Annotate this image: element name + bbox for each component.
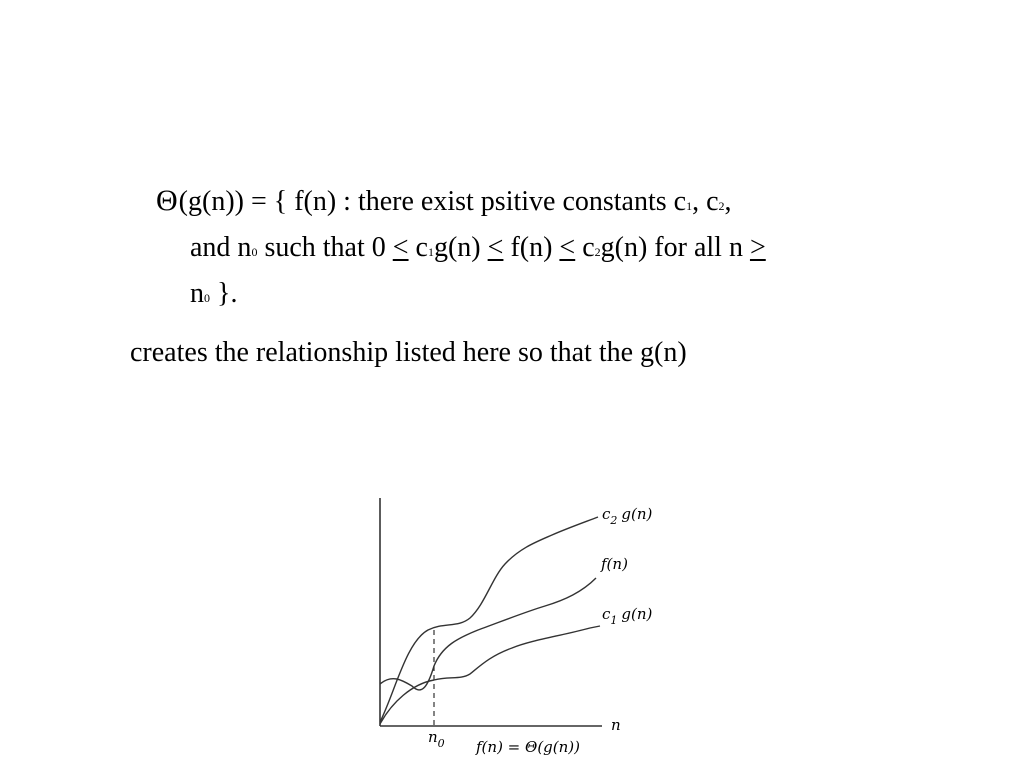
definition-line-1	[156, 180, 916, 227]
definition-text: ,	[724, 186, 732, 217]
definition-text: and n	[190, 232, 252, 263]
theta-graph	[340, 480, 700, 768]
definition-text: such that 0	[257, 232, 393, 263]
definition-text: }.	[210, 278, 238, 309]
figure-caption: f(n) = Θ(g(n))	[476, 738, 580, 756]
theta-definition	[156, 180, 916, 319]
greater-or-equal-symbol: >	[749, 232, 766, 263]
subscript: 0	[204, 291, 210, 305]
subscript: 2	[718, 199, 725, 213]
less-or-equal-symbol: <	[559, 232, 576, 263]
theta-symbol: Θ	[156, 184, 178, 217]
less-or-equal-symbol: <	[392, 232, 409, 263]
definition-text: (g(n)) = { f(n) : there exist psitive constants c	[178, 186, 687, 217]
lower-bound-curve	[380, 626, 600, 724]
definition-text: n	[190, 278, 204, 309]
less-or-equal-symbol: <	[487, 232, 504, 263]
theta-notation-figure	[340, 480, 700, 768]
lower-bound-label: $c_1$ g(n)	[602, 605, 653, 627]
slide-caption: creates the relationship listed here so that the g(n)	[130, 337, 687, 368]
definition-line-3	[156, 273, 916, 319]
definition-text: f(n)	[503, 232, 560, 263]
definition-text: c	[575, 232, 595, 263]
definition-text: c	[408, 232, 428, 263]
f-of-n-label: f(n)	[601, 555, 628, 573]
threshold-label: $n_0$	[428, 728, 445, 750]
definition-line-2	[156, 227, 916, 273]
definition-text: g(n) for all n	[600, 232, 750, 263]
upper-bound-curve	[380, 517, 598, 722]
x-axis-label: n	[611, 716, 621, 734]
subscript: 1	[686, 199, 693, 213]
subscript: 1	[427, 245, 434, 259]
upper-bound-label: $c_2$ g(n)	[602, 505, 653, 527]
definition-text: g(n)	[433, 232, 488, 263]
subscript: 0	[251, 245, 258, 259]
subscript: 2	[594, 245, 601, 259]
definition-text: , c	[692, 186, 719, 217]
